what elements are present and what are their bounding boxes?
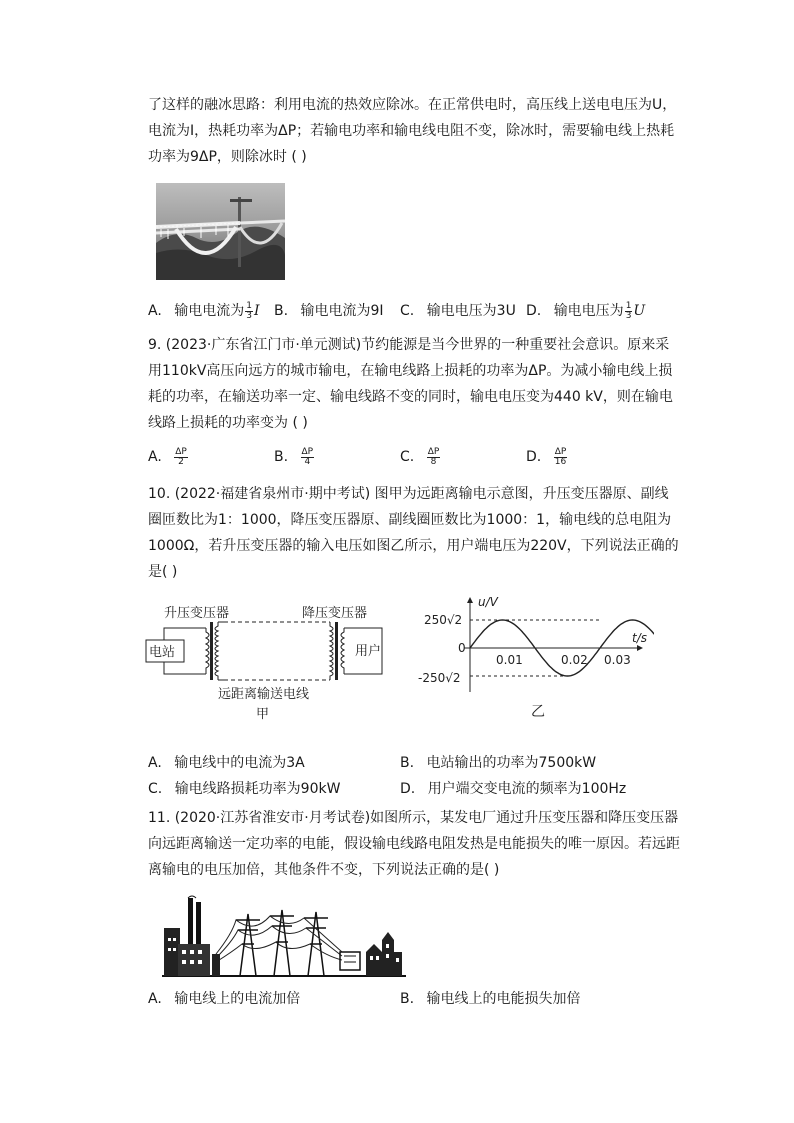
q9-line-1: 9. (2023·广东省江门市·单元测试)节约能源是当今世界的一种重要社会意识。原来采 (148, 337, 670, 353)
q8-option-a[interactable] (148, 300, 260, 322)
q9-option-b[interactable] (274, 446, 315, 468)
q11-line-1: 11. (2020·江苏省淮安市·月考试卷)如图所示，某发电厂通过升压变压器和降压变压器 (148, 810, 679, 826)
fraction (554, 448, 568, 467)
user-label: 用户 (355, 644, 382, 659)
voltage-waveform-graph (414, 592, 654, 722)
x-tick-003: 0.03 (604, 653, 631, 667)
y-min-label: -250√2 (418, 671, 461, 685)
fraction-denominator: 2 (178, 456, 184, 467)
option-label: A. (148, 303, 162, 319)
option-label: C. (400, 449, 415, 465)
station-label: 电站 (149, 645, 176, 660)
y-max-label: 250√2 (424, 613, 463, 627)
q11-line-2: 向远距离输送一定功率的电能，假设输电线路电阻发热是电能损失的唯一原因。若远距 (148, 836, 680, 852)
q9-option-a[interactable] (148, 446, 189, 468)
option-text: 输电线上的电能损失加倍 (426, 991, 581, 1007)
q8-option-b[interactable] (274, 300, 384, 322)
q8-line-1: 了这样的融冰思路：利用电流的热效应除冰。在正常供电时，高压线上送电电压为U， (148, 97, 677, 113)
fraction-numerator: ΔP (175, 446, 187, 457)
option-label: B. (274, 303, 289, 319)
q9-line-3: 耗的功率，在输送功率一定、输电线路不变的同时，输电电压变为440 kV，则在输电 (148, 389, 673, 405)
q9-option-d[interactable] (526, 446, 568, 468)
line-label: 远距离输送电线 (218, 687, 310, 702)
option-label: C. (148, 781, 163, 797)
q8-line-2: 电流为I，热耗功率为ΔP；若输电功率和输电线电阻不变，除冰时，需要输电线上热耗 (148, 123, 675, 139)
q9-option-c[interactable] (400, 446, 441, 468)
q10-option-d[interactable] (400, 778, 626, 800)
x-axis-label: t/s (632, 631, 647, 645)
x-tick-001: 0.01 (496, 653, 523, 667)
step-down-label: 降压变压器 (302, 606, 368, 621)
option-label: A. (148, 755, 162, 771)
fraction-denominator: 3 (246, 310, 252, 321)
y-zero-label: 0 (458, 641, 466, 655)
q11-line-3: 离输电的电压加倍，其他条件不变，下列说法正确的是( ) (148, 862, 500, 878)
option-label: D. (526, 449, 542, 465)
q10-option-c[interactable] (148, 778, 340, 800)
fraction-denominator: 4 (304, 456, 311, 467)
figure-caption-jia: 甲 (256, 707, 270, 722)
fraction-numerator: ΔP (554, 446, 567, 457)
q10-line-1: 10. (2022·福建省泉州市·期中考试) 图甲为远距离输电示意图，升压变压器原、副线 (148, 486, 669, 502)
option-text: 用户端交变电流的频率为100Hz (427, 781, 627, 797)
q10-option-a[interactable] (148, 752, 305, 774)
option-symbol: I (253, 303, 260, 319)
option-label: B. (274, 449, 289, 465)
transmission-diagram (144, 600, 394, 724)
fraction-denominator: 3 (625, 310, 632, 321)
fraction-numerator: ΔP (301, 446, 314, 457)
fraction (625, 302, 633, 321)
q10-line-2: 圈匝数比为1：1000，降压变压器原、副线圈匝数比为1000：1，输电线的总电阻为 (148, 512, 672, 528)
fraction-numerator: 1 (246, 300, 252, 311)
fraction-denominator: 16 (554, 456, 567, 467)
q9-line-2: 用110kV高压向远方的城市输电，在输电线路上损耗的功率为ΔP。为减小输电线上损 (148, 363, 673, 379)
option-text: 输电电流为9I (300, 303, 384, 319)
fraction-numerator: 1 (625, 300, 632, 311)
q10-option-b[interactable] (400, 752, 596, 774)
fraction (245, 302, 253, 321)
q8-option-d[interactable] (526, 300, 645, 322)
fraction (427, 448, 441, 467)
q10-line-3: 1000Ω，若升压变压器的输入电压如图乙所示，用户端电压为220V，下列说法正确的 (148, 538, 679, 554)
step-up-label: 升压变压器 (164, 606, 230, 621)
option-label: B. (400, 755, 415, 771)
x-tick-002: 0.02 (561, 653, 588, 667)
option-label: D. (526, 303, 542, 319)
option-text: 输电线中的电流为3A (174, 755, 305, 771)
y-axis-label: u/V (478, 595, 498, 609)
figure-caption-yi: 乙 (531, 704, 545, 720)
option-text: 输电电压为 (553, 303, 624, 319)
option-text: 电站输出的功率为7500kW (426, 755, 597, 771)
q8-option-c[interactable] (400, 300, 516, 322)
option-text: 输电电流为 (174, 303, 245, 319)
fraction-denominator: 8 (430, 456, 437, 467)
option-label: B. (400, 991, 415, 1007)
fraction (301, 448, 315, 467)
fraction (174, 448, 188, 467)
q8-line-3: 功率为9ΔP，则除冰时 ( ) (148, 149, 307, 165)
q11-option-a[interactable] (148, 988, 300, 1010)
q9-line-4: 线路上损耗的功率变为 ( ) (148, 415, 308, 431)
ice-power-line-photo (156, 183, 285, 280)
option-label: D. (400, 781, 416, 797)
q11-option-b[interactable] (400, 988, 581, 1010)
q10-line-4: 是( ) (148, 564, 178, 580)
option-label: C. (400, 303, 415, 319)
option-label: A. (148, 449, 162, 465)
power-plant-illustration (162, 894, 406, 978)
option-text: 输电线上的电流加倍 (174, 991, 301, 1007)
fraction-numerator: ΔP (427, 446, 440, 457)
option-text: 输电电压为3U (426, 303, 516, 319)
option-text: 输电线路损耗功率为90kW (174, 781, 341, 797)
option-symbol: U (633, 303, 646, 319)
option-label: A. (148, 991, 162, 1007)
